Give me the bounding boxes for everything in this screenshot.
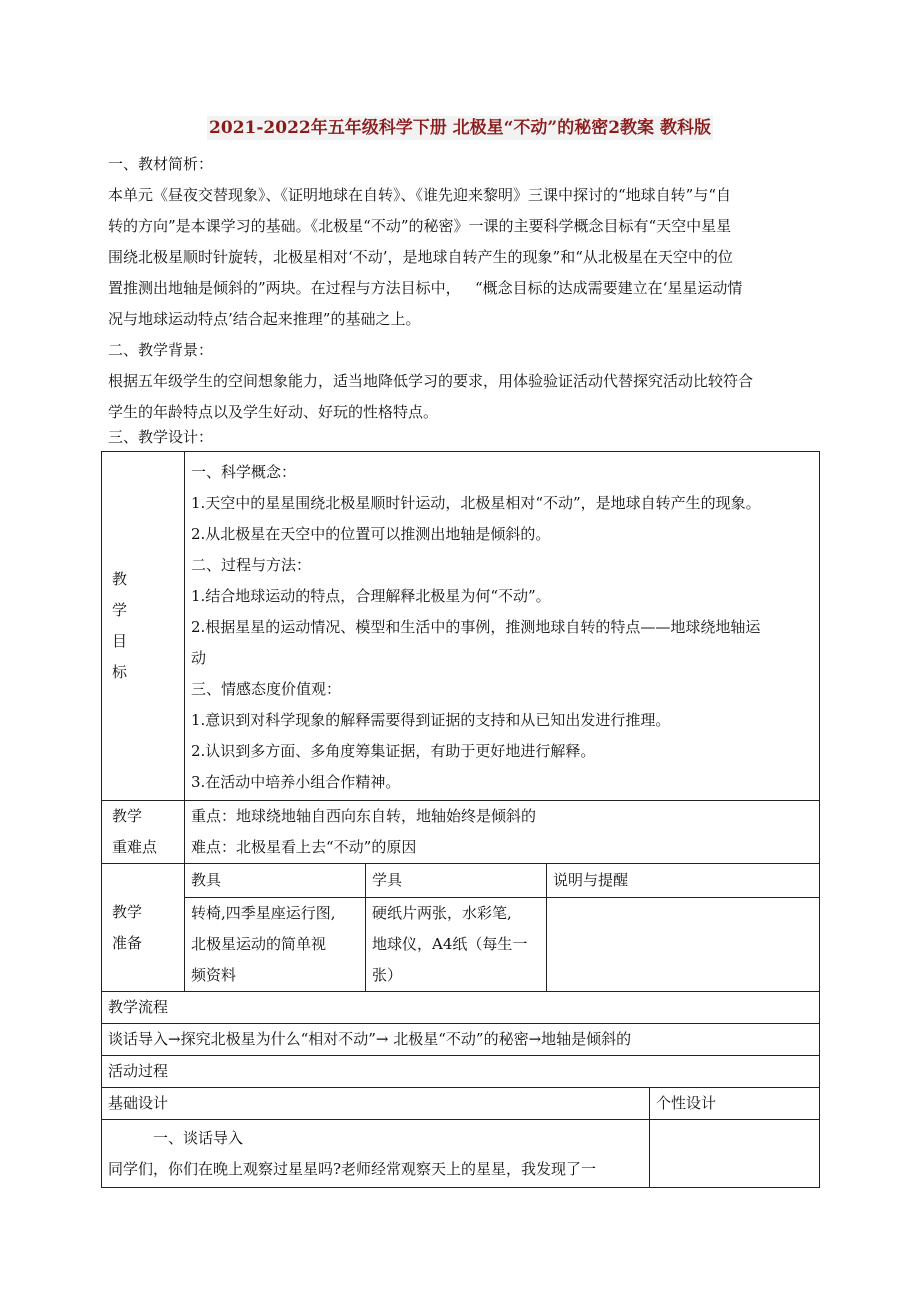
process-label-row <box>102 1056 820 1088</box>
goal-line: 3.在活动中培养小组合作精神。 <box>191 773 401 791</box>
keypoint-line: 难点：北极星看上去“不动”的原因 <box>191 838 417 856</box>
text-line: 况与地球运动特点’结合起来推理”的基础之上。 <box>108 310 421 328</box>
text-line: 围绕北极星顺时针旋转，北极星相对‘不动’，是地球自转产生的现象”和“从北极星在天空中的位 <box>108 248 733 266</box>
flow-row <box>102 1024 820 1056</box>
goal-line: 二、过程与方法： <box>191 556 312 574</box>
text-line: 本单元《昼夜交替现象》、《证明地球在自转》、《谁先迎来黎明》三课中探讨的“地球自转”与“自 <box>108 186 732 204</box>
personal-design-header: 个性设计 <box>650 1088 820 1120</box>
keypoint-line: 重点：地球绕地轴自西向东自转，地轴始终是倾斜的 <box>191 807 537 825</box>
notes-cell <box>547 898 820 992</box>
intro-row <box>102 1120 820 1188</box>
goals-content <box>185 452 820 801</box>
process-label: 活动过程 <box>102 1056 820 1088</box>
goal-line: 2.根据星星的运动情况、模型和生活中的事例，推测地球自转的特点——地球绕地轴运 <box>191 618 761 636</box>
basic-design-header: 基础设计 <box>102 1088 650 1120</box>
prep-header-row <box>102 864 820 898</box>
student-tools: 硬纸片两张，水彩笔, 地球仪，A4纸（每生一 张） <box>366 898 547 992</box>
notes-header: 说明与提醒 <box>547 864 820 898</box>
student-tools-header: 学具 <box>366 864 547 898</box>
intro-heading: 一、谈话导入 <box>153 1129 244 1147</box>
lesson-design-table <box>101 451 820 1188</box>
text-line: 学生的年龄特点以及学生好动、好玩的性格特点。 <box>108 403 439 421</box>
intro-text: 同学们，你们在晚上观察过星星吗?老师经常观察天上的星星，我发现了一 <box>108 1160 597 1178</box>
prep-label: 教学 准备 <box>102 864 185 992</box>
goal-line: 三、情感态度价值观： <box>191 680 342 698</box>
design-header-row <box>102 1088 820 1120</box>
personal-design-cell <box>650 1120 820 1188</box>
flow-text: 谈话导入→探究北极星为什么“相对不动”→ 北极星“不动”的秘密→地轴是倾斜的 <box>102 1024 820 1056</box>
section1-heading: 一、教材简析： <box>108 155 214 173</box>
teacher-tools: 转椅,四季星座运行图, 北极星运动的简单视 频资料 <box>185 898 366 992</box>
goal-line: 2.从北极星在天空中的位置可以推测出地轴是倾斜的。 <box>191 525 551 543</box>
goal-line: 2.认识到多方面、多角度筹集证据，有助于更好地进行解释。 <box>191 742 596 760</box>
document-title: 2021-2022年五年级科学下册 北极星“不动”的秘密2教案 教科版 <box>209 118 711 138</box>
section3-heading: 三、教学设计： <box>108 428 214 446</box>
intro-content <box>102 1120 650 1188</box>
keypoints-label: 教学 重难点 <box>102 801 185 864</box>
goal-line: 1.意识到对科学现象的解释需要得到证据的支持和从已知出发进行推理。 <box>191 711 671 729</box>
goal-line: 1.结合地球运动的特点，合理解释北极星为何“不动”。 <box>191 587 551 605</box>
prep-content-row <box>102 898 820 992</box>
keypoints-row <box>102 801 820 864</box>
goal-line: 一、科学概念： <box>191 463 297 481</box>
section1-paragraph <box>108 180 820 335</box>
section2-paragraph <box>108 366 820 428</box>
goal-line: 动 <box>191 649 207 667</box>
goals-label: 教 学 目 标 <box>102 452 185 801</box>
goal-line: 1.天空中的星星围绕北极星顺时针运动，北极星相对“不动”，是地球自转产生的现象。 <box>191 494 761 512</box>
keypoints-content <box>185 801 820 864</box>
flow-label: 教学流程 <box>102 992 820 1024</box>
goals-row <box>102 452 820 801</box>
text-line: 根据五年级学生的空间想象能力，适当地降低学习的要求，用体验验证活动代替探究活动比较符合 <box>108 372 754 390</box>
flow-label-row <box>102 992 820 1024</box>
section2-heading: 二、教学背景： <box>108 341 214 359</box>
teacher-tools-header: 教具 <box>185 864 366 898</box>
text-line: 置推测出地轴是倾斜的”两块。在过程与方法目标中， “概念目标的达成需要建立在‘星星运动情 <box>108 279 743 297</box>
text-line: 转的方向”是本课学习的基础。《北极星“不动”的秘密》一课的主要科学概念目标有“天空中星星 <box>108 217 732 235</box>
